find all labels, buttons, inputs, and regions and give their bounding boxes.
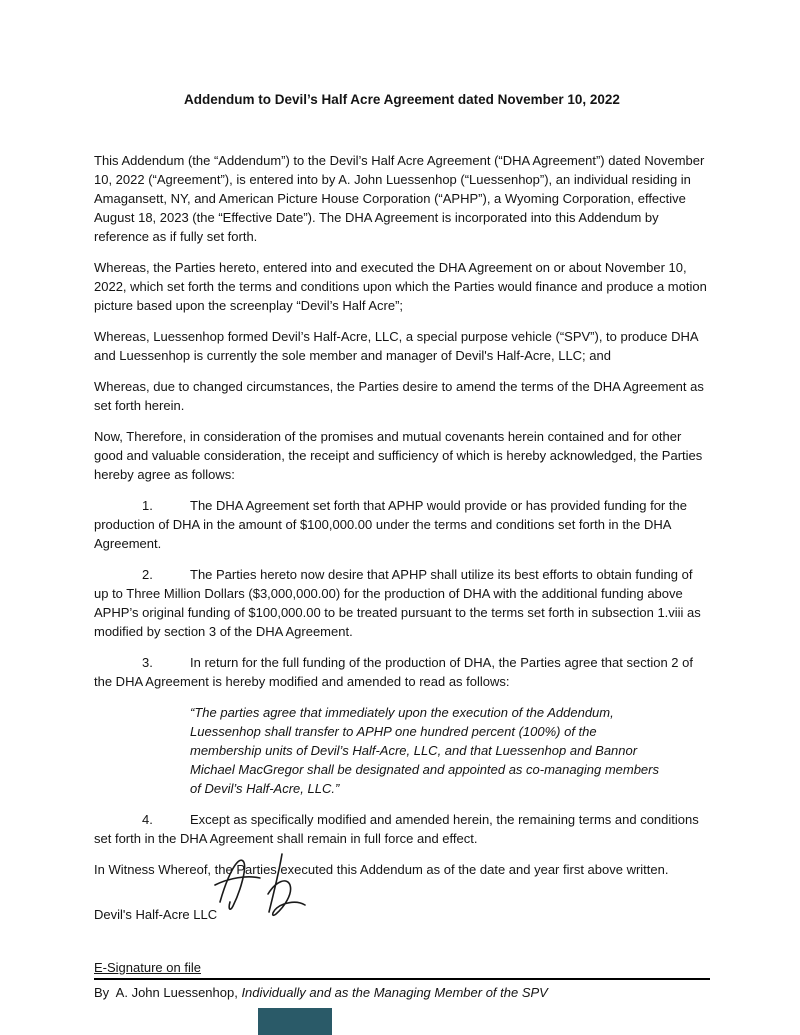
item-text: The DHA Agreement set forth that APHP would provide or has provided funding for the production of DHA in the amount of $100,000.00 under the terms and conditions set forth in the DHA Agreement. <box>94 498 687 551</box>
signature-line <box>94 958 710 980</box>
signature-by-line <box>94 983 710 1002</box>
amended-section-quote: “The parties agree that immediately upon the execution of the Addendum, Luessenhop shall transfer to APHP one hundred percent (100%) of the membership units of Devil’s Half-Acre, LLC, and that Luessenhop and Bannor Michael MacGregor shall be designated and appointed as co-managing members of Devil’s Half-Acre, LLC.” <box>190 705 659 796</box>
document-title: Addendum to Devil’s Half Acre Agreement dated November 10, 2022 <box>184 92 620 107</box>
witness-paragraph: In Witness Whereof, the Parties executed this Addendum as of the date and year first above written. <box>94 862 669 877</box>
numbered-item-2 <box>94 565 710 641</box>
whereas-paragraph-2: Whereas, Luessenhop formed Devil’s Half-Acre, LLC, a special purpose vehicle (“SPV”), to produce DHA and Luessenhop is currently the sole member and manager of Devil's Half-Acre, LLC; and <box>94 329 698 363</box>
item-number: 4. <box>142 812 153 827</box>
esignature-label: E-Signature on file <box>94 960 201 975</box>
numbered-item-4 <box>94 810 710 848</box>
whereas-paragraph-3: Whereas, due to changed circumstances, the Parties desire to amend the terms of the DHA Agreement as set forth herein. <box>94 379 704 413</box>
item-number: 1. <box>142 498 153 513</box>
intro-paragraph: This Addendum (the “Addendum”) to the Devil’s Half Acre Agreement (“DHA Agreement”) dated November 10, 2022 (“Agreement”), is entered into by A. John Luessenhop (“Luessenhop”), an individual residing in Amagansett, NY, and American Picture House Corporation (“APHP”), a Wyoming Corporation, effective August 18, 2023 (the “Effective Date”). The DHA Agreement is incorporated into this Addendum by reference as if fully set forth. <box>94 153 705 244</box>
item-text: Except as specifically modified and amended herein, the remaining terms and conditions set forth in the DHA Agreement shall remain in full force and effect. <box>94 812 699 846</box>
whereas-paragraph-1: Whereas, the Parties hereto, entered into and executed the DHA Agreement on or about November 10, 2022, which set forth the terms and conditions upon which the Parties would finance and produce a motion picture based upon the screenplay “Devil’s Half Acre”; <box>94 260 707 313</box>
item-number: 3. <box>142 655 153 670</box>
signatory-title: Individually and as the Managing Member of the SPV <box>241 985 548 1000</box>
item-text: In return for the full funding of the production of DHA, the Parties agree that section 2 of the DHA Agreement is hereby modified and amended to read as follows: <box>94 655 693 689</box>
footer-color-bar <box>258 1008 332 1035</box>
now-therefore-paragraph: Now, Therefore, in consideration of the promises and mutual covenants herein contained and for other good and valuable consideration, the receipt and sufficiency of which is hereby acknowledged, the Parties hereby agree as follows: <box>94 429 703 482</box>
signature-block <box>94 905 710 1002</box>
numbered-item-1 <box>94 496 710 553</box>
signatory-company: Devil's Half-Acre LLC <box>94 907 218 922</box>
numbered-item-3 <box>94 653 710 691</box>
item-text: The Parties hereto now desire that APHP shall utilize its best efforts to obtain funding of up to Three Million Dollars ($3,000,000.00) for the production of DHA with the additional funding above APHP’s original funding of $100,000.00 to be treated pursuant to the terms set forth in subsection 1.viii as modified by section 3 of the DHA Agreement. <box>94 567 701 639</box>
signatory-name: By A. John Luessenhop, <box>94 985 242 1000</box>
item-number: 2. <box>142 567 153 582</box>
